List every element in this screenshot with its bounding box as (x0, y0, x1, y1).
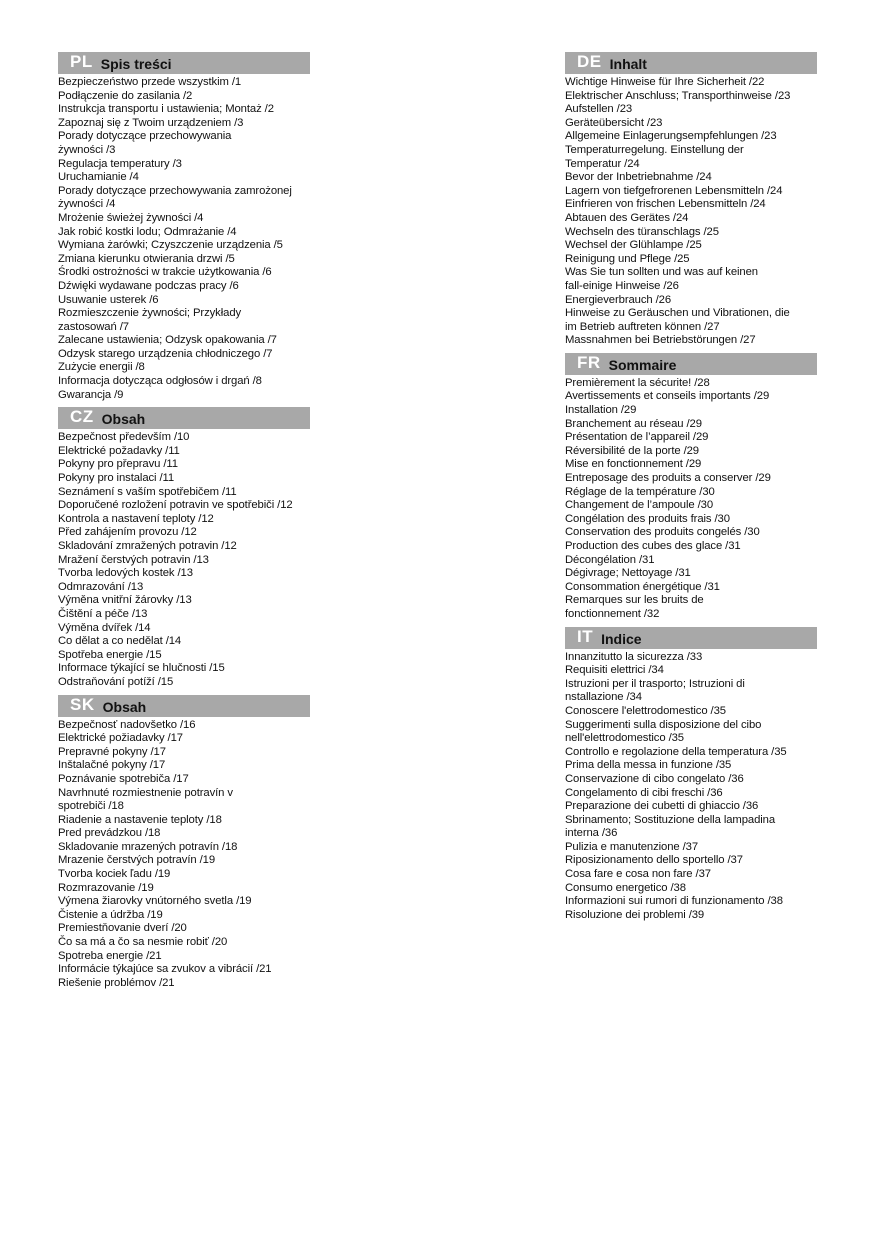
toc-entry: Abtauen des Gerätes /24 (565, 211, 689, 224)
toc-entry: Réversibilité de la porte /29 (565, 444, 699, 457)
section-header (58, 52, 310, 74)
toc-entry: żywności /3 (58, 143, 116, 156)
toc-entry: im Betrieb auftreten können /27 (565, 320, 720, 333)
toc-entry: Premièrement la sécurite! /28 (565, 376, 710, 389)
toc-entry: Zużycie energii /8 (58, 361, 145, 374)
toc-entry: Čištění a péče /13 (58, 607, 148, 620)
toc-entry: spotrebiči /18 (58, 800, 124, 813)
toc-entry: Lagern von tiefgefrorenen Lebensmitteln /24 (565, 184, 783, 197)
toc-entry: Zapoznaj się z Twoim urządzeniem /3 (58, 116, 244, 129)
toc-entry: Riadenie a nastavenie teploty /18 (58, 813, 222, 826)
toc-entry: Temperaturregelung. Einstellung der (565, 143, 744, 156)
toc-entry: Reinigung und Pflege /25 (565, 252, 690, 265)
toc-entry: Elektrické požadavky /11 (58, 444, 180, 457)
section-title: Inhalt (609, 56, 647, 72)
toc-section-cz (58, 407, 310, 689)
toc-entry: Dégivrage; Nettoyage /31 (565, 567, 691, 580)
language-code: DE (577, 52, 602, 71)
toc-entry: Bezpieczeństwo przede wszystkim /1 (58, 76, 242, 88)
toc-entry: Mrożenie świeżej żywności /4 (58, 211, 204, 224)
toc-entry: Bezpečnosť nadovšetko /16 (58, 718, 196, 731)
toc-entry: Hinweise zu Geräuschen und Vibrationen, die (565, 307, 790, 320)
toc-entry: Wymiana żarówki; Czyszczenie urządzenia /5 (58, 239, 283, 252)
toc-entry: fonctionnement /32 (565, 607, 660, 620)
toc-section-fr (565, 353, 817, 622)
toc-entry: Porady dotyczące przechowywania zamrożonej (58, 184, 292, 197)
toc-entry: Sbrinamento; Sostituzione della lampadina (565, 813, 776, 826)
toc-entry: Congelamento di cibi freschi /36 (565, 786, 723, 799)
toc-entry: Gwarancja /9 (58, 388, 124, 401)
toc-entry: Elektrischer Anschluss; Transporthinweise /23 (565, 89, 791, 102)
toc-entry: Navrhnuté rozmiestnenie potravín v (58, 786, 233, 799)
toc-entry: Rozmrazovanie /19 (58, 881, 154, 894)
section-header (58, 695, 310, 717)
section-header (565, 627, 817, 649)
toc-entry: Mise en fonctionnement /29 (565, 458, 702, 471)
toc-entry: Bevor der Inbetriebnahme /24 (565, 171, 712, 184)
toc-entry: Spotreba energie /21 (58, 949, 162, 962)
toc-entry: Zalecane ustawienia; Odzysk opakowania /7 (58, 334, 277, 347)
language-code: SK (70, 694, 95, 714)
toc-entry: Entreposage des produits a conserver /29 (565, 472, 771, 485)
toc-entry: Jak robić kostki lodu; Odmrażanie /4 (58, 225, 237, 238)
toc-section-pl (58, 52, 310, 402)
toc-entry: Preparazione dei cubetti di ghiaccio /36 (565, 800, 759, 813)
toc-column-left (58, 52, 310, 995)
toc-entry: Bezpečnost především /10 (58, 431, 190, 444)
toc-entry: Před zahájením provozu /12 (58, 526, 197, 539)
language-code: PL (70, 52, 93, 71)
toc-entry: Prima della messa in funzione /35 (565, 759, 732, 772)
toc-entry: Porady dotyczące przechowywania (58, 130, 232, 143)
toc-entry: Seznámení s vaším spotřebičem /11 (58, 485, 237, 498)
toc-entry: Regulacja temperatury /3 (58, 157, 182, 170)
toc-entry: Pokyny pro instalaci /11 (58, 472, 175, 485)
toc-entry: Prepravné pokyny /17 (58, 745, 166, 758)
toc-entry: Innanzitutto la sicurezza /33 (565, 650, 703, 663)
toc-entry: Odmrazování /13 (58, 580, 144, 593)
toc-entry: Co dělat a co nedělat /14 (58, 635, 182, 648)
toc-entry: Conservazione di cibo congelato /36 (565, 772, 744, 785)
toc-section-it (565, 627, 817, 923)
toc-entry: Wichtige Hinweise für Ihre Sicherheit /22 (565, 76, 765, 88)
toc-entry: Consumo energetico /38 (565, 881, 686, 894)
toc-entry: Výmena žiarovky vnútorného svetla /19 (58, 895, 252, 908)
toc-entry: Geräteübersicht /23 (565, 116, 663, 129)
toc-entry: Was Sie tun sollten und was auf keinen (565, 266, 758, 279)
section-title: Spis treści (100, 56, 172, 72)
toc-entry: Risoluzione dei problemi /39 (565, 908, 705, 921)
toc-entry: Informácie týkajúce sa zvukov a vibrácií /21 (58, 963, 272, 976)
toc-entry: Allgemeine Einlagerungsempfehlungen /23 (565, 130, 777, 143)
toc-entry: Congélation des produits frais /30 (565, 512, 730, 525)
toc-entry: Mrazenie čerstvých potravín /19 (58, 854, 216, 867)
toc-entry: Inštalačné pokyny /17 (58, 759, 166, 772)
toc-entry: Temperatur /24 (565, 157, 640, 170)
toc-entry: Usuwanie usterek /6 (58, 293, 159, 306)
toc-entry: Čo sa má a čo sa nesmie robiť /20 (58, 936, 228, 949)
toc-entry: Instrukcja transportu i ustawienia; Montaż /2 (58, 103, 274, 116)
section-title: Indice (601, 630, 642, 647)
toc-entry: Décongélation /31 (565, 553, 655, 566)
toc-entry: Pulizia e manutenzione /37 (565, 840, 699, 853)
toc-entry: Wechseln des türanschlags /25 (565, 225, 719, 238)
toc-entry: żywności /4 (58, 198, 116, 211)
toc-entry: Wechsel der Glühlampe /25 (565, 239, 702, 252)
toc-entry: Odstraňování potíží /15 (58, 675, 174, 688)
language-code: CZ (70, 407, 94, 427)
section-header (58, 407, 310, 429)
toc-entry: Elektrické požiadavky /17 (58, 732, 183, 745)
toc-entry: Informazioni sui rumori di funzionamento /38 (565, 895, 783, 908)
toc-entry: fall-einige Hinweise /26 (565, 279, 679, 292)
toc-entry: Zmiana kierunku otwierania drzwi /5 (58, 252, 235, 265)
toc-section-de (565, 52, 817, 348)
toc-entry: Riešenie problémov /21 (58, 976, 175, 989)
section-title: Obsah (101, 411, 146, 428)
toc-entry: Cosa fare e cosa non fare /37 (565, 868, 711, 881)
toc-entry: Mražení čerstvých potravin /13 (58, 553, 209, 566)
toc-entry: Aufstellen /23 (565, 103, 633, 116)
toc-section-sk (58, 695, 310, 991)
toc-entry: Doporučené rozložení potravin ve spotřebiči /12 (58, 499, 293, 512)
toc-entry: Consommation énergétique /31 (565, 580, 720, 593)
toc-entry: Suggerimenti sulla disposizione del cibo (565, 718, 762, 731)
toc-entry: Energieverbrauch /26 (565, 293, 672, 306)
toc-entry: zastosowań /7 (58, 320, 129, 333)
toc-entry: Avertissements et conseils importants /29 (565, 390, 770, 403)
toc-entry: nstallazione /34 (565, 691, 642, 704)
toc-entry: Riposizionamento dello sportello /37 (565, 854, 743, 867)
toc-entry: Einfrieren von frischen Lebensmitteln /24 (565, 198, 766, 211)
toc-entry: Istruzioni per il trasporto; Istruzioni di (565, 677, 745, 690)
toc-entry: Dźwięki wydawane podczas pracy /6 (58, 279, 239, 292)
toc-column-right (565, 52, 817, 927)
toc-entry: Conoscere l'elettrodomestico /35 (565, 704, 726, 717)
section-header (565, 353, 817, 375)
toc-entry: Présentation de l’appareil /29 (565, 431, 709, 444)
toc-entry: Kontrola a nastavení teploty /12 (58, 512, 214, 525)
toc-entry: Výměna vnitřní žárovky /13 (58, 594, 192, 607)
toc-entry: Pred prevádzkou /18 (58, 827, 161, 840)
toc-entry: Poznávanie spotrebiča /17 (58, 772, 189, 785)
toc-entry: Tvorba kociek ľadu /19 (58, 868, 171, 881)
toc-entry: Środki ostrożności w trakcie użytkowania /6 (58, 266, 272, 279)
toc-entry: Installation /29 (565, 404, 637, 417)
toc-entry: nell'elettrodomestico /35 (565, 732, 684, 745)
toc-entry: Massnahmen bei Betriebstörungen /27 (565, 334, 756, 347)
toc-entry: Výměna dvířek /14 (58, 621, 151, 634)
toc-entry: Skladovanie mrazených potravín /18 (58, 840, 238, 853)
toc-entry: Pokyny pro přepravu /11 (58, 458, 178, 471)
section-header (565, 52, 817, 74)
toc-entry: Controllo e regolazione della temperatura /35 (565, 745, 787, 758)
toc-entry: Réglage de la température /30 (565, 485, 715, 498)
language-code: IT (577, 626, 594, 646)
toc-entry: Podłączenie do zasilania /2 (58, 89, 193, 102)
toc-entry: Remarques sur les bruits de (565, 594, 704, 607)
toc-entry: interna /36 (565, 827, 618, 840)
section-title: Obsah (102, 698, 147, 715)
toc-entry: Odzysk starego urządzenia chłodniczego /7 (58, 347, 273, 360)
toc-entry: Informacja dotycząca odgłosów i drgań /8 (58, 375, 262, 388)
toc-entry: Tvorba ledových kostek /13 (58, 567, 193, 580)
toc-entry: Spotřeba energie /15 (58, 648, 162, 661)
toc-entry: Čistenie a údržba /19 (58, 908, 163, 921)
toc-entry: Rozmieszczenie żywności; Przykłady (58, 307, 242, 320)
toc-entry: Informace týkající se hlučnosti /15 (58, 662, 225, 675)
toc-entry: Premiestňovanie dverí /20 (58, 922, 187, 935)
toc-entry: Production des cubes des glace /31 (565, 540, 741, 552)
section-title: Sommaire (608, 356, 677, 373)
toc-entry: Uruchamianie /4 (58, 171, 139, 184)
toc-entry: Requisiti elettrici /34 (565, 664, 664, 677)
toc-entry: Skladování zmražených potravin /12 (58, 540, 237, 552)
language-code: FR (577, 352, 601, 372)
toc-entry: Changement de l’ampoule /30 (565, 499, 714, 512)
toc-entry: Conservation des produits congelés /30 (565, 526, 760, 539)
toc-entry: Branchement au réseau /29 (565, 417, 702, 430)
